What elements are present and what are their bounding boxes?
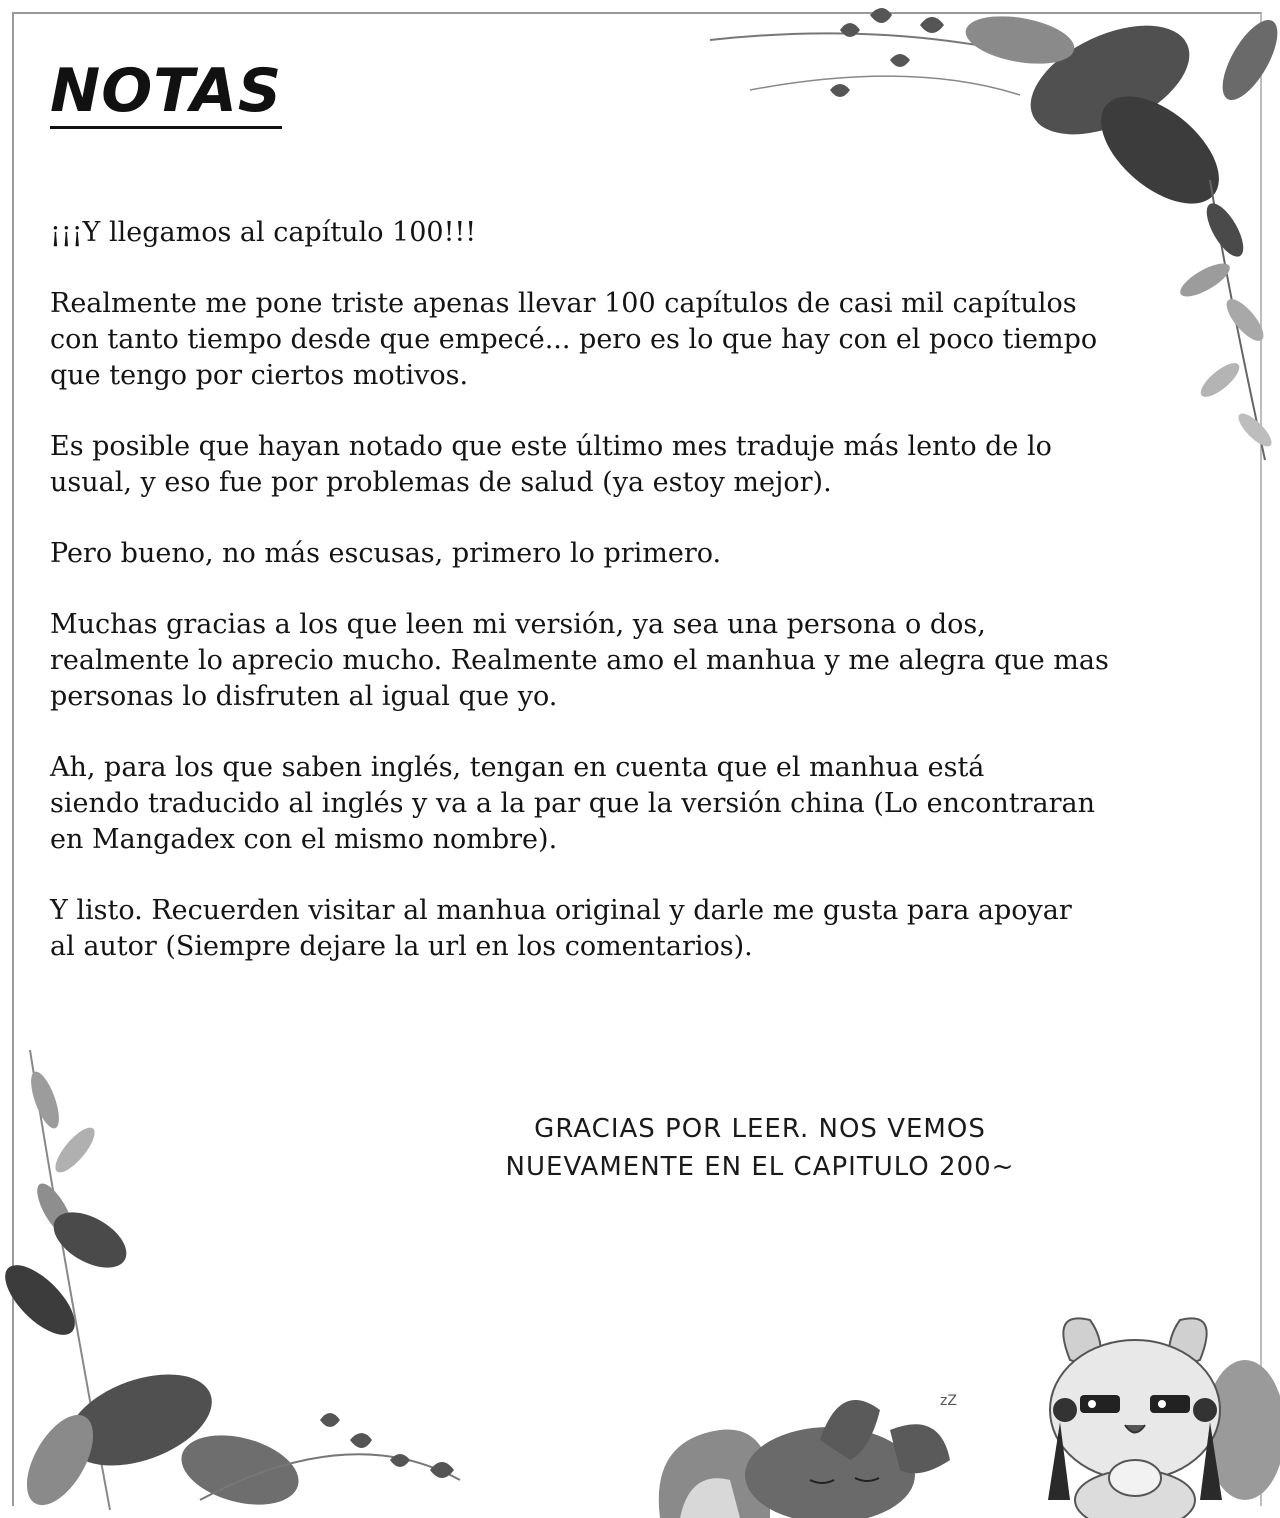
closing-message: GRACIAS POR LEER. NOS VEMOS NUEVAMENTE EN EL CAPITULO 200~ [505, 1114, 1015, 1182]
hamster-character-illustration [1030, 1300, 1280, 1518]
paragraph-intro: ¡¡¡Y llegamos al capítulo 100!!! [50, 217, 477, 248]
paragraph-excuses: Pero bueno, no más escusas, primero lo primero. [50, 538, 722, 569]
svg-text:zZ: zZ [940, 1393, 957, 1409]
page-title: NOTAS [50, 58, 282, 129]
paragraph-thanks: Muchas gracias a los que leen mi versión, ya sea una persona o dos, realmente lo aprecio mucho. Realmente amo el manhua y me alegra que mas personas lo disfruten al igual que yo. [50, 609, 1109, 712]
paragraph-support: Y listo. Recuerden visitar al manhua original y darle me gusta para apoyar al autor (Siempre dejare la url en los comentarios). [50, 895, 1072, 962]
paragraph-english: Ah, para los que saben inglés, tengan en cuenta que el manhua está siendo traducido al inglés y va a la par que la versión china (Lo encontraran en Mangadex con el mismo nombre). [50, 752, 1095, 855]
paragraph-health: Es posible que hayan notado que este último mes traduje más lento de lo usual, y eso fue por problemas de salud (ya estoy mejor). [50, 431, 1052, 498]
sleeping-fox-illustration [640, 1370, 980, 1518]
notes-body [50, 215, 1170, 1000]
paragraph-chapters: Realmente me pone triste apenas llevar 100 capítulos de casi mil capítulos con tanto tiempo desde que empecé... pero es lo que hay con el poco tiempo que tengo por ciertos motivos. [50, 288, 1098, 391]
